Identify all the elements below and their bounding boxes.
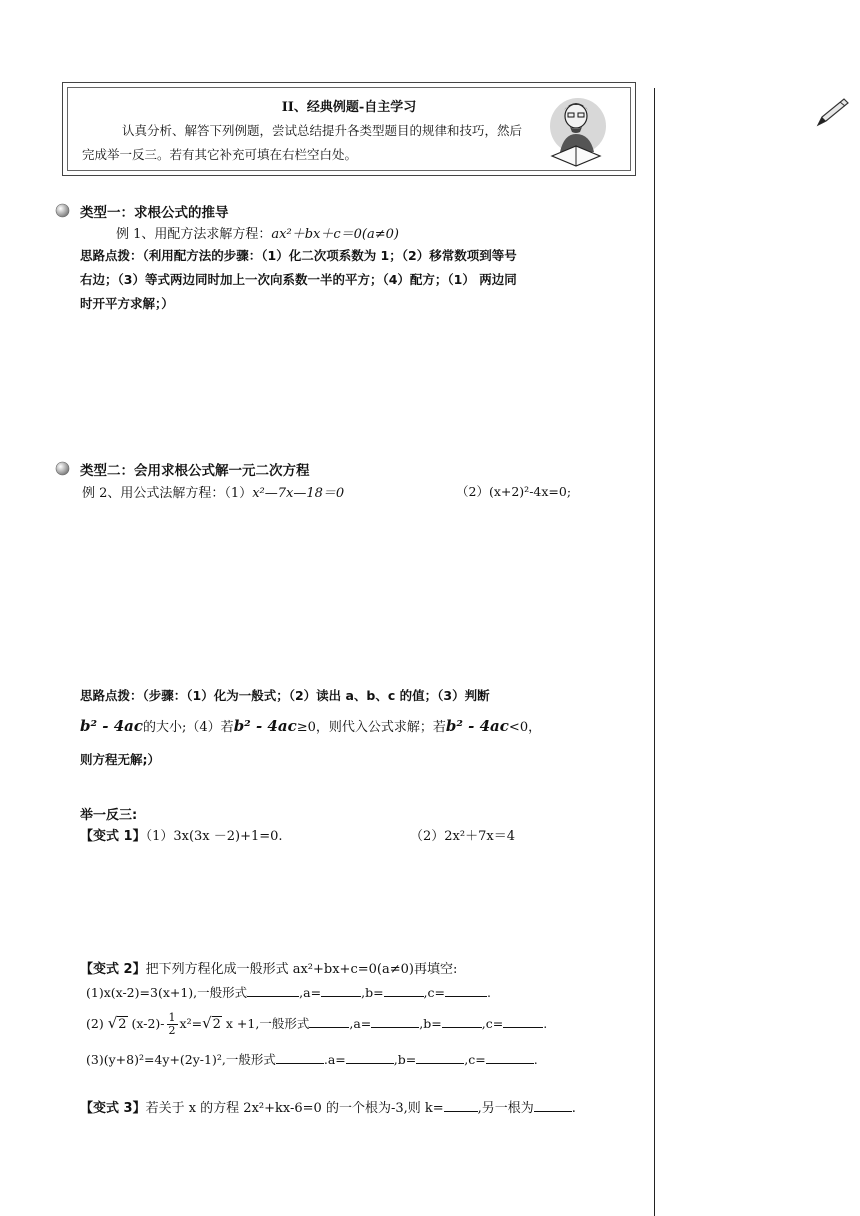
type1-hint-line-3: 时开平方求解；） [80, 296, 174, 311]
type1-heading: 类型一：求根公式的推导 [80, 205, 229, 221]
a-label: a= [353, 1016, 372, 1031]
general-form-blank[interactable] [309, 1014, 349, 1028]
discriminant-expression: b² - 4ac [233, 717, 297, 735]
sep: , [419, 1016, 424, 1031]
sep: , [481, 1016, 486, 1031]
variant2 [80, 958, 457, 977]
end-dot: . [487, 985, 491, 1000]
end-dot: . [533, 1052, 538, 1067]
b-blank[interactable] [442, 1014, 482, 1028]
general-form-blank[interactable] [276, 1050, 324, 1064]
fraction-numerator: 1 [168, 1011, 176, 1024]
variant2-item-3 [86, 1050, 538, 1068]
sqrt-radicand: 2 [212, 1017, 221, 1032]
end-dot: . [571, 1101, 576, 1116]
practice-heading: 举一反三: [80, 808, 138, 823]
discriminant-expression: b² - 4ac [80, 717, 144, 735]
a-blank[interactable] [346, 1050, 394, 1064]
variant3 [80, 1097, 576, 1116]
item1-text: (1)x(x-2)=3(x+1),一般形式 [86, 985, 248, 1000]
sep: , [464, 1052, 469, 1067]
b-label: b= [423, 1016, 442, 1031]
variant3-label: 【变式 3】 [80, 1101, 146, 1116]
gray-sphere-bullet-icon [55, 461, 70, 476]
c-label: c= [468, 1052, 486, 1067]
c-label: c= [485, 1016, 504, 1031]
reading-person-icon [540, 94, 610, 168]
a-label: a= [327, 1052, 346, 1067]
variant2-label: 【变式 2】 [80, 962, 146, 977]
type1-hint-line-1: 思路点拨：（利用配方法的步骤：（1）化二次项系数为 1；（2）移常数项到等号 [80, 248, 517, 263]
hint-line2-part-c: <0， [508, 720, 542, 735]
sep: . [323, 1052, 328, 1067]
example2 [82, 482, 344, 501]
b-label: b= [365, 985, 384, 1000]
type2-hint-line-3: 则方程无解;） [80, 752, 160, 767]
type2-heading: 类型二：会用求根公式解一元二次方程 [80, 463, 310, 479]
example2-prefix: 例 2、用公式法解方程：（1） [82, 486, 253, 501]
sqrt-radicand: 2 [118, 1017, 127, 1032]
header-inner-frame [67, 87, 631, 171]
variant1-label: 【变式 1】 [80, 829, 146, 844]
k-blank[interactable] [444, 1098, 478, 1112]
sep: , [423, 985, 428, 1000]
intro-line-2: 完成举一反三。若有其它补充可填在右栏空白处。 [82, 147, 358, 162]
sep: , [299, 985, 304, 1000]
sep: , [349, 1016, 354, 1031]
end-dot: . [543, 1016, 548, 1031]
c-blank[interactable] [503, 1014, 543, 1028]
column-divider [654, 88, 655, 1216]
b-label: b= [397, 1052, 417, 1067]
variant2-item-1 [86, 983, 491, 1001]
variant1-eq2: （2）2x²＋7x＝4 [410, 829, 515, 844]
intro-line-1: 认真分析、解答下列例题，尝试总结提升各类型题目的规律和技巧，然后 [122, 123, 523, 138]
item2-prefix: (2) [86, 1016, 104, 1031]
example1-prefix: 例 1、用配方法求解方程： [116, 227, 272, 242]
example2-eq2: （2）(x+2)²-4x=0; [456, 484, 572, 499]
sqrt-symbol: √2 [202, 1014, 221, 1032]
fraction-denominator: 2 [168, 1024, 176, 1037]
example1 [116, 223, 399, 242]
sep: , [361, 985, 366, 1000]
example1-equation: ax²＋bx＋c＝0(a≠0) [271, 227, 399, 242]
type2-hint-line-2 [80, 716, 541, 735]
c-blank[interactable] [486, 1050, 534, 1064]
b-blank[interactable] [384, 983, 424, 997]
item2-part-b: (x-2)- [131, 1016, 165, 1031]
example2-eq1: x²—7x—18＝0 [252, 486, 345, 501]
a-blank[interactable] [371, 1014, 419, 1028]
b-blank[interactable] [416, 1050, 464, 1064]
item2-part-c: x²= [179, 1016, 203, 1031]
variant2-text: 把下列方程化成一般形式 ax²+bx+c=0(a≠0)再填空: [145, 962, 458, 977]
sep: , [393, 1052, 398, 1067]
gray-sphere-bullet-icon [55, 203, 70, 218]
pen-icon [812, 95, 852, 129]
c-blank[interactable] [445, 983, 487, 997]
type1-hint-line-2: 右边；（3）等式两边同时加上一次向系数一半的平方；（4）配方；（1） 两边同 [80, 272, 517, 287]
a-blank[interactable] [321, 983, 361, 997]
hint-line2-part-a: 的大小;（4）若 [143, 720, 234, 735]
a-label: a= [303, 985, 322, 1000]
item3-text: (3)(y+8)²=4y+(2y-1)²,一般形式 [86, 1052, 276, 1067]
other-root-blank[interactable] [534, 1098, 572, 1112]
variant1 [80, 825, 283, 844]
sqrt-symbol: √2 [107, 1014, 127, 1032]
type2-hint-line-1: 思路点拨：（步骤：（1）化为一般式；（2）读出 a、b、c 的值；（3）判断 [80, 688, 490, 703]
header-box [62, 82, 636, 176]
item2-part-d: x +1,一般形式 [225, 1016, 310, 1031]
section-title: II、经典例题-自主学习 [281, 100, 417, 115]
c-label: c= [427, 985, 446, 1000]
variant3-text-a: 若关于 x 的方程 2x²+kx-6=0 的一个根为-3,则 k= [145, 1101, 444, 1116]
fraction-one-half [167, 1012, 178, 1037]
hint-line2-part-b: ≥0，则代入公式求解；若 [296, 720, 446, 735]
discriminant-expression: b² - 4ac [445, 717, 509, 735]
variant1-eq1: （1）3x(3x －2)+1=0. [145, 829, 283, 844]
variant2-item-2 [86, 1010, 547, 1038]
general-form-blank[interactable] [247, 983, 299, 997]
variant3-text-b: ,另一根为 [477, 1101, 534, 1116]
